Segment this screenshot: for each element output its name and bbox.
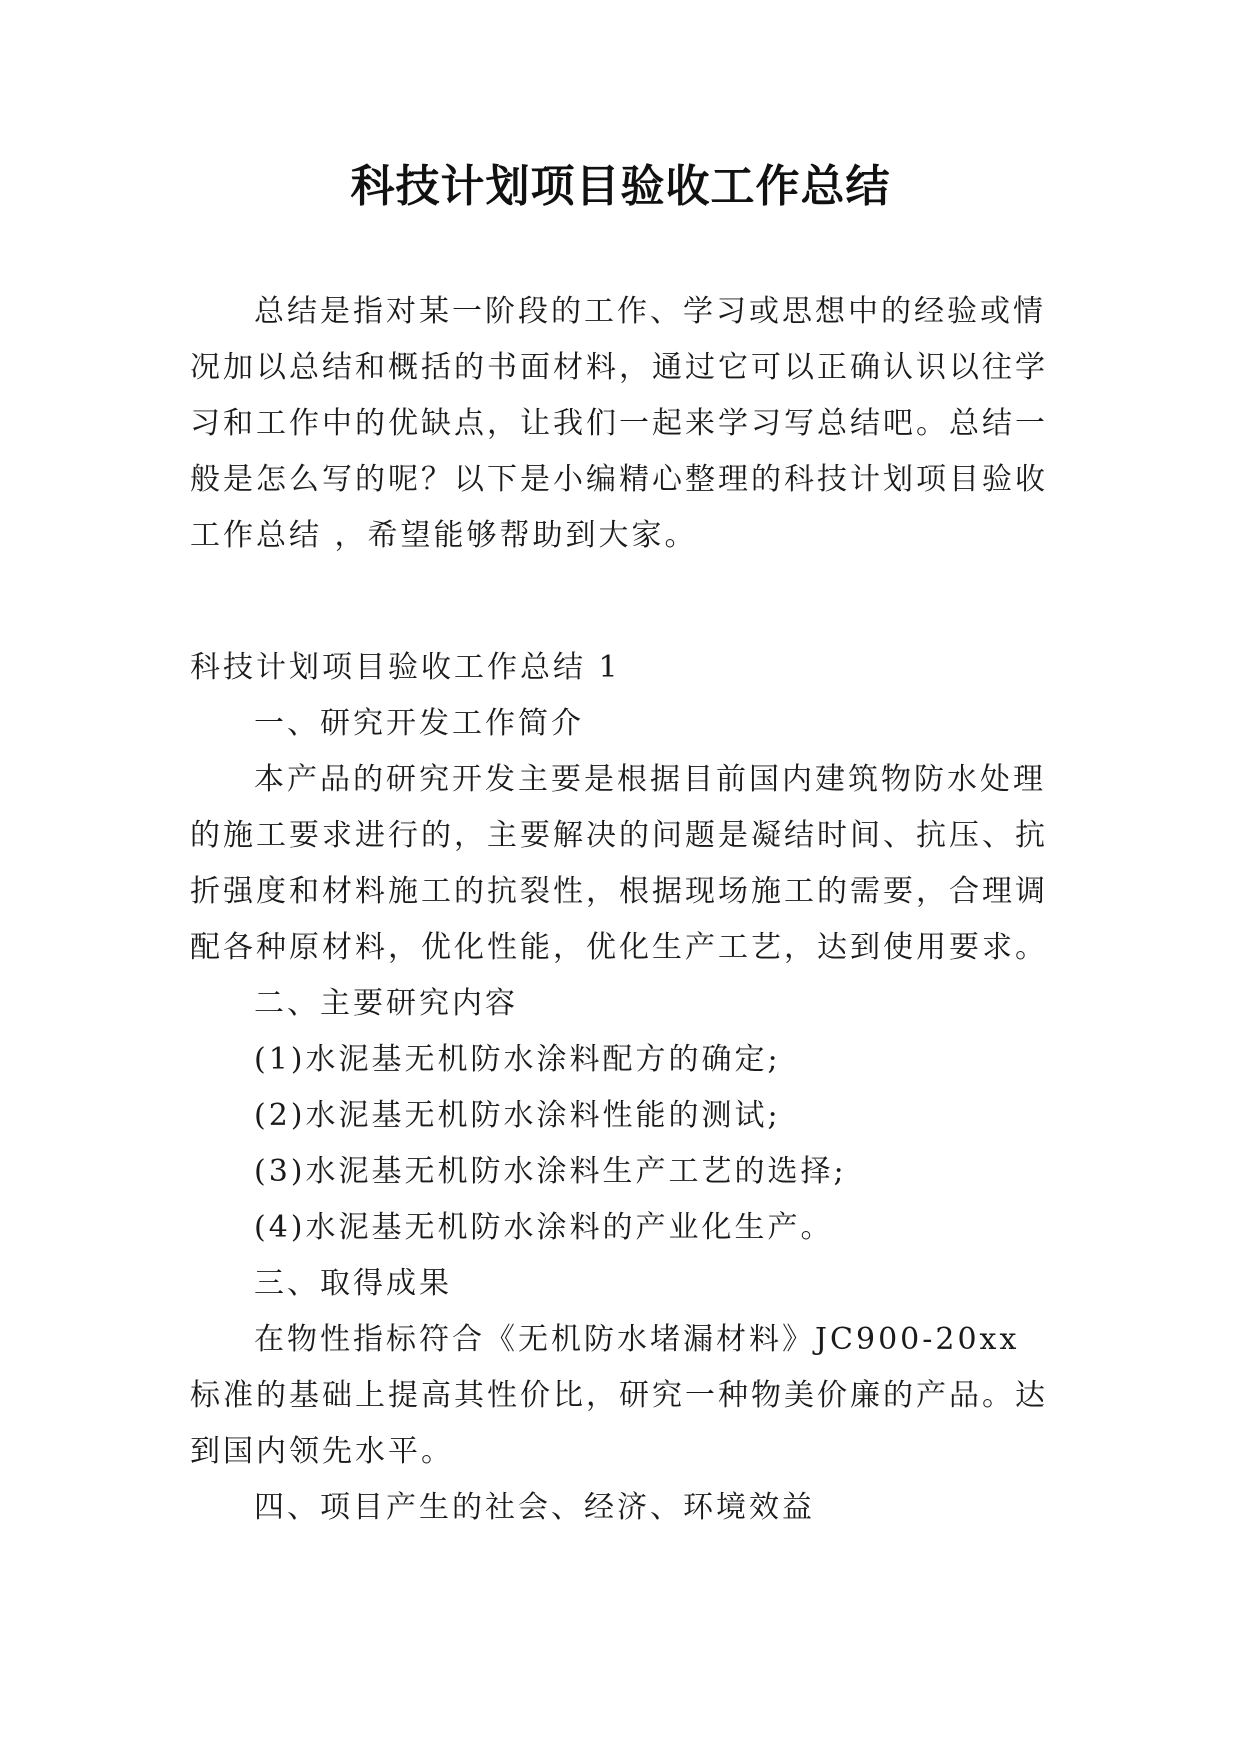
paragraph-research-overview: 本产品的研究开发主要是根据目前国内建筑物防水处理的施工要求进行的，主要解决的问题是凝结时间、抗压、抗折强度和材料施工的抗裂性，根据现场施工的需要，合理调配各种原材料，优化性能，优化生产工艺，达到使用要求。: [190, 762, 1048, 965]
list-item-3: (3)水泥基无机防水涂料生产工艺的选择;: [254, 1154, 847, 1189]
heading-research-overview: 一、研究开发工作简介: [254, 706, 584, 741]
list-item-2: (2)水泥基无机防水涂料性能的测试;: [254, 1098, 781, 1133]
list-item-1: (1)水泥基无机防水涂料配方的确定;: [254, 1042, 781, 1077]
paragraph-results: 在物性指标符合《无机防水堵漏材料》JC900-20xx 标准的基础上提高其性价比，研究一种物美价廉的产品。达到国内领先水平。: [190, 1322, 1048, 1469]
heading-benefits: 四、项目产生的社会、经济、环境效益: [254, 1490, 815, 1525]
document-title: 科技计划项目验收工作总结: [350, 161, 891, 212]
heading-main-content: 二、主要研究内容: [254, 986, 518, 1021]
list-item-4: (4)水泥基无机防水涂料的产业化生产。: [254, 1210, 834, 1245]
intro-paragraph: 总结是指对某一阶段的工作、学习或思想中的经验或情况加以总结和概括的书面材料，通过它可以正确认识以往学习和工作中的优缺点，让我们一起来学习写总结吧。总结一般是怎么写的呢？以下是小编精心整理的科技计划项目验收工作总结 ，希望能够帮助到大家。: [190, 294, 1048, 553]
heading-results: 三、取得成果: [254, 1266, 452, 1301]
section-title: 科技计划项目验收工作总结 1: [190, 650, 621, 685]
document-body: [190, 640, 1070, 1536]
